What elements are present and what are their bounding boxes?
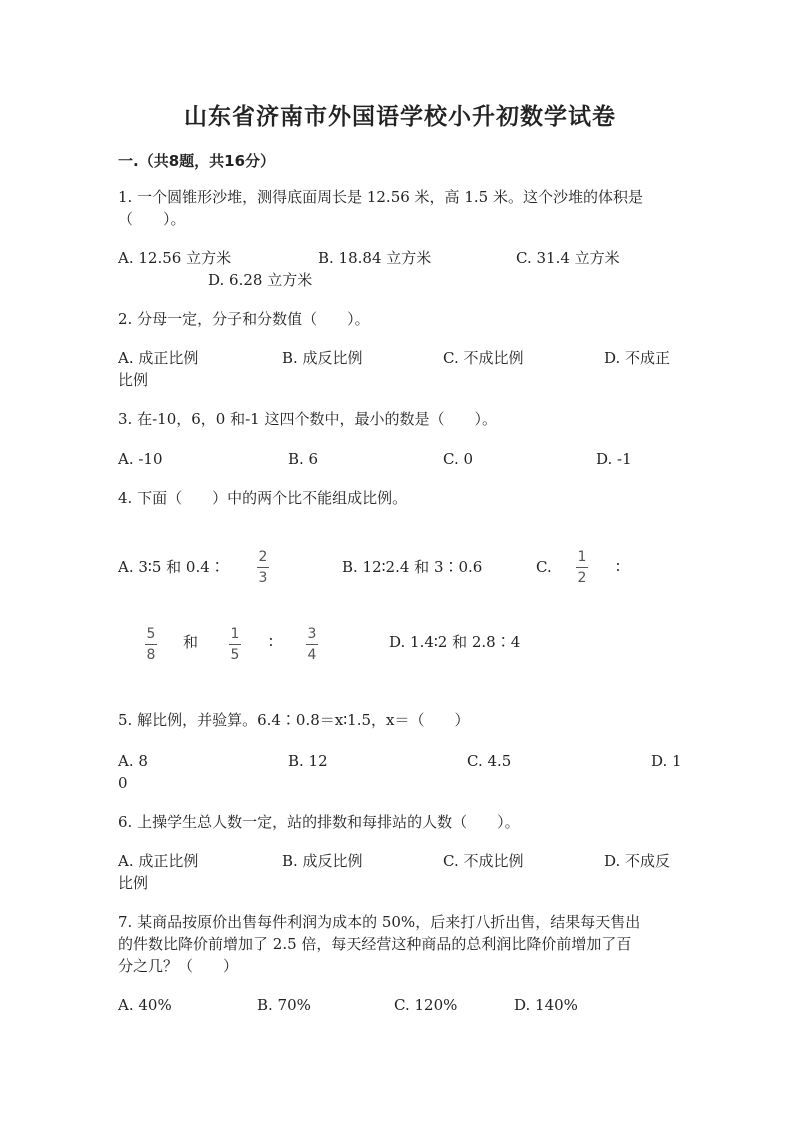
fraction-bar	[145, 644, 157, 645]
question-6-option-b: B. 成反比例	[282, 852, 363, 870]
question-3-option-d: D. -1	[596, 450, 632, 468]
question-2-option-d-wrap: 比例	[118, 371, 149, 389]
question-3-text: 3. 在-10，6，0 和-1 这四个数中，最小的数是（ ）。	[118, 410, 497, 428]
question-4-option-a: A. 3∶5 和 0.4∶	[118, 558, 225, 576]
question-5-option-d-wrap: 0	[118, 774, 128, 792]
question-6-option-d: D. 不成反	[604, 852, 671, 870]
question-4-fraction-c2	[145, 626, 157, 663]
question-1-text-line1: 1. 一个圆锥形沙堆，测得底面周长是 12.56 米，高 1.5 米。这个沙堆的体积是	[118, 188, 643, 206]
fraction-denominator: 4	[307, 647, 317, 663]
question-1-option-d: D. 6.28 立方米	[208, 271, 313, 289]
question-4-text: 4. 下面（ ）中的两个比不能组成比例。	[118, 489, 408, 507]
fraction-numerator: 1	[577, 549, 587, 565]
question-3-option-a: A. -10	[118, 450, 163, 468]
question-2-text: 2. 分母一定，分子和分数值（ ）。	[118, 310, 370, 328]
question-4-and-label: 和	[183, 633, 199, 651]
fraction-bar	[229, 644, 241, 645]
question-7-text-line3: 分之几？（ ）	[118, 957, 239, 975]
fraction-bar	[257, 567, 269, 568]
question-4-ratio-colon-2: ∶	[269, 633, 273, 651]
question-6-option-d-wrap: 比例	[118, 874, 149, 892]
question-1-option-a: A. 12.56 立方米	[118, 249, 232, 267]
fraction-bar	[576, 567, 588, 568]
question-2-option-a: A. 成正比例	[118, 349, 199, 367]
question-4-fraction-a	[257, 549, 269, 586]
question-7-option-b: B. 70%	[257, 996, 311, 1014]
question-7-option-c: C. 120%	[394, 996, 458, 1014]
question-7-text-line2: 的件数比降价前增加了 2.5 倍，每天经营这种商品的总利润比降价前增加了百	[118, 935, 632, 953]
question-4-option-c: C.	[536, 558, 552, 576]
question-7-text-line1: 7. 某商品按原价出售每件利润为成本的 50%，后来打八折出售，结果每天售出	[118, 913, 641, 931]
question-2-option-d: D. 不成正	[604, 349, 671, 367]
question-2-option-b: B. 成反比例	[282, 349, 363, 367]
fraction-denominator: 5	[230, 647, 240, 663]
question-6-option-a: A. 成正比例	[118, 852, 199, 870]
question-3-option-b: B. 6	[288, 450, 319, 468]
question-1-option-c: C. 31.4 立方米	[516, 249, 620, 267]
question-7-option-d: D. 140%	[514, 996, 578, 1014]
page-title: 山东省济南市外国语学校小升初数学试卷	[184, 104, 616, 130]
fraction-denominator: 3	[258, 570, 268, 586]
question-5-option-c: C. 4.5	[467, 752, 512, 770]
fraction-numerator: 1	[230, 626, 240, 642]
question-4-option-d: D. 1.4∶2 和 2.8∶4	[389, 633, 521, 651]
question-1-option-b: B. 18.84 立方米	[318, 249, 432, 267]
fraction-numerator: 5	[146, 626, 156, 642]
question-5-option-b: B. 12	[288, 752, 328, 770]
question-4-ratio-colon: ∶	[616, 558, 620, 576]
question-6-text: 6. 上操学生总人数一定，站的排数和每排站的人数（ ）。	[118, 813, 520, 831]
question-4-fraction-c1	[576, 549, 588, 586]
question-3-option-c: C. 0	[443, 450, 474, 468]
question-7-option-a: A. 40%	[118, 996, 172, 1014]
section-heading: 一.（共8题，共16分）	[118, 152, 276, 170]
fraction-numerator: 3	[307, 626, 317, 642]
question-1-text-line2: （ ）。	[118, 210, 186, 228]
question-2-option-c: C. 不成比例	[443, 349, 524, 367]
question-5-option-d: D. 1	[651, 752, 682, 770]
fraction-numerator: 2	[258, 549, 268, 565]
question-4-option-b: B. 12∶2.4 和 3∶0.6	[342, 558, 483, 576]
question-5-text: 5. 解比例，并验算。6.4∶0.8＝x∶1.5，x＝（ ）	[118, 711, 470, 729]
question-4-fraction-c3	[229, 626, 241, 663]
fraction-bar	[306, 644, 318, 645]
fraction-denominator: 2	[577, 570, 587, 586]
question-5-option-a: A. 8	[118, 752, 148, 770]
question-4-fraction-c4	[306, 626, 318, 663]
question-6-option-c: C. 不成比例	[443, 852, 524, 870]
fraction-denominator: 8	[146, 647, 156, 663]
